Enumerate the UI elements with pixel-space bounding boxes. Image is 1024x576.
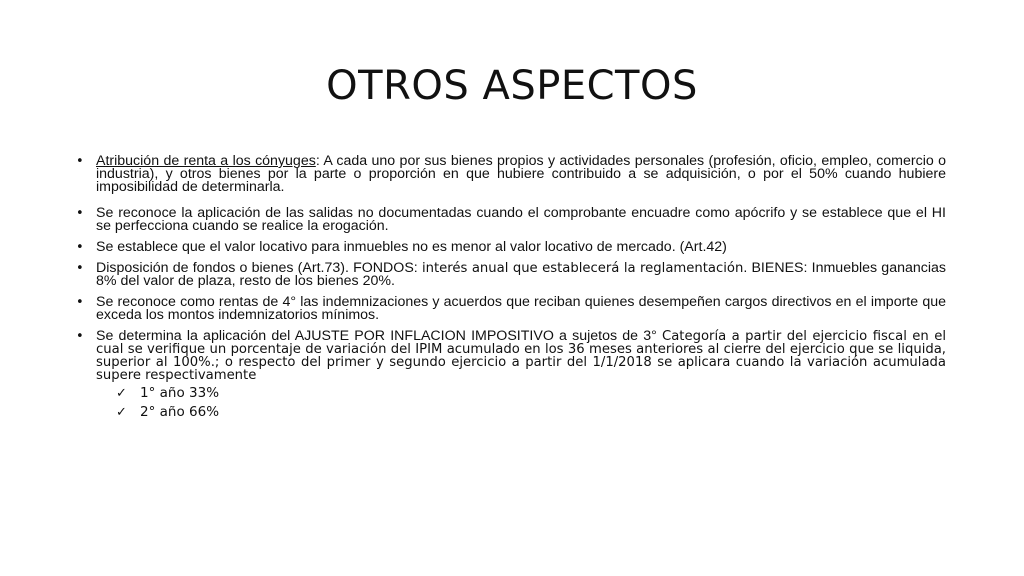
check-item-text: 1° año 33% [140,385,220,401]
check-list [96,386,946,420]
check-item-year-2 [96,405,946,420]
slide-title: OTROS ASPECTOS [326,63,698,109]
bullet-icon: • [76,154,84,169]
check-item-year-1 [96,386,946,401]
checkmark-icon: ✓ [116,405,127,420]
bullet-text: Se reconoce la aplicación de las salidas no documentadas cuando el comprobante encuadre como apócrifo y se establece que el HI se perfecciona cuando se realice la erogación. [96,205,946,234]
bullet-text: : A cada uno por sus bienes propios y actividades personales (profesión, oficio, empleo, comercio o industria), y otros bienes por la parte o proporción en que hubiere contribuido a se adquisición, o por el 50% cuando hubiere imposibilidad de determinarla. [96,153,946,195]
bullet-item-ajuste-inflacion [76,330,946,420]
checkmark-icon: ✓ [116,386,127,401]
bullet-list [76,155,946,420]
bullet-text-alt-font: interés anual que establecerá la reglamentación [421,261,744,276]
bullet-icon: • [76,206,84,221]
bullet-item-valor-locativo [76,241,946,254]
bullet-item-indemnizaciones [76,296,946,322]
bullet-icon: • [76,261,84,276]
bullet-icon: • [76,240,84,255]
bullet-lead-underlined: Atribución de renta a los cónyuges [96,153,316,169]
check-item-text: 2° año 66% [140,404,220,420]
slide-content [76,155,946,428]
bullet-icon: • [76,329,84,344]
bullet-item-disposicion [76,262,946,288]
bullet-text: . BIENES: Inmuebles ganancias 8% del valor de plaza, resto de los bienes 20%. [96,260,946,289]
bullet-text: Se determina la aplicación del AJUSTE POR INFLACION IMPOSITIVO a sujetos de 3° [96,328,663,344]
bullet-text-alt-font: Categoría a partir del ejercicio fiscal en el cual se verifique un porcentaje de variación del IPIM acumulado en los 36 meses anteriores al cierre del ejercicio que se liquida, superior al 100%.; o respecto del primer y segundo ejercicio a partir del 1/1/2018 se aplicara cuando la variación acumulada supere respectivamente [96,329,946,383]
bullet-text: Se establece que el valor locativo para inmuebles no es menor al valor locativo de mercado. (Art.42) [96,239,727,255]
bullet-item-atribucion [76,155,946,194]
bullet-icon: • [76,295,84,310]
bullet-text: Disposición de fondos o bienes (Art.73). FONDOS: [96,260,422,276]
bullet-item-salidas [76,207,946,233]
bullet-text: Se reconoce como rentas de 4° las indemnizaciones y acuerdos que reciban quienes desempeñen cargos directivos en el importe que exceda los montos indemnizatorios mínimos. [96,294,946,323]
